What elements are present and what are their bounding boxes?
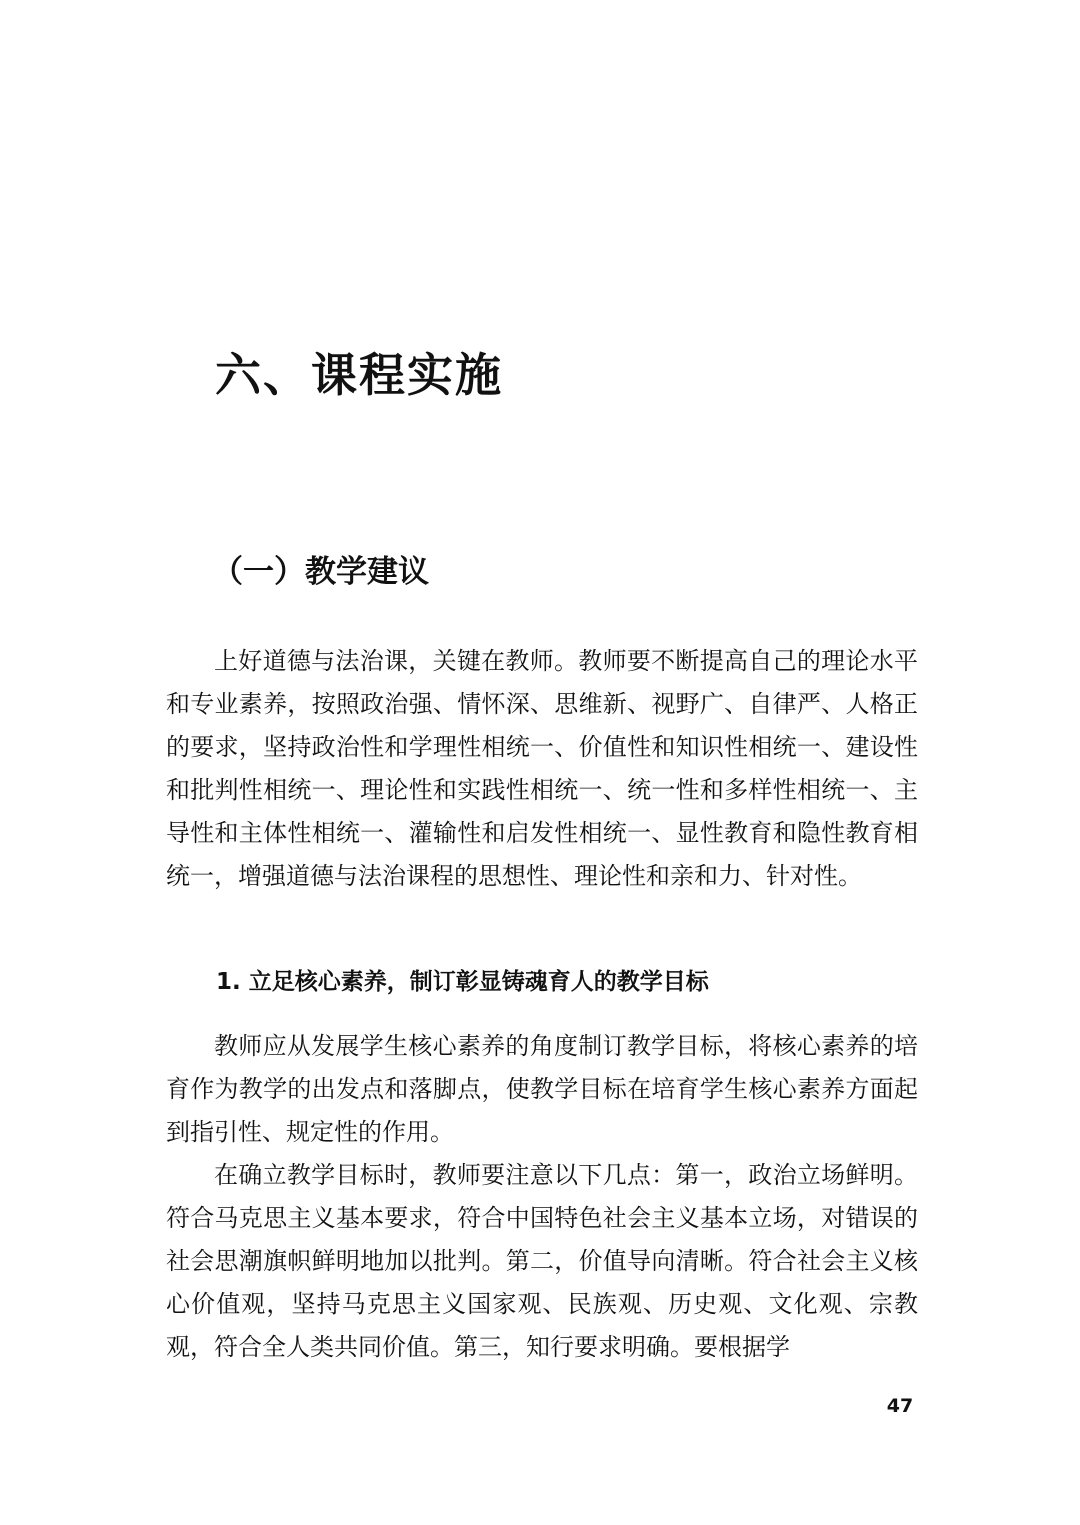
chapter-title: 六、课程实施 bbox=[215, 348, 503, 402]
goal-paragraph-block bbox=[166, 1025, 918, 1369]
page-number: 47 bbox=[886, 1395, 914, 1417]
body-paragraph-1: 上好道德与法治课，关键在教师。教师要不断提高自己的理论水平和专业素养，按照政治强、情怀深、思维新、视野广、自律严、人格正的要求，坚持政治性和学理性相统一、价值性和知识性相统一、建设性和批判性相统一、理论性和实践性相统一、统一性和多样性相统一、主导性和主体性相统一、灌输性和启发性相统一、显性教育和隐性教育相统一，增强道德与法治课程的思想性、理论性和亲和力、针对性。 bbox=[166, 647, 918, 890]
body-paragraph-3: 在确立教学目标时，教师要注意以下几点：第一，政治立场鲜明。符合马克思主义基本要求，符合中国特色社会主义基本立场，对错误的社会思潮旗帜鲜明地加以批判。第二，价值导向清晰。符合社会主义核心价值观，坚持马克思主义国家观、民族观、历史观、文化观、宗教观，符合全人类共同价值。第三，知行要求明确。要根据学 bbox=[166, 1161, 918, 1361]
section-title: （一）教学建议 bbox=[212, 554, 429, 590]
intro-paragraph-block bbox=[166, 640, 918, 898]
body-paragraph-2: 教师应从发展学生核心素养的角度制订教学目标，将核心素养的培育作为教学的出发点和落脚点，使教学目标在培育学生核心素养方面起到指引性、规定性的作用。 bbox=[166, 1032, 918, 1146]
subsection-title: 1. 立足核心素养，制订彰显铸魂育人的教学目标 bbox=[216, 969, 709, 995]
